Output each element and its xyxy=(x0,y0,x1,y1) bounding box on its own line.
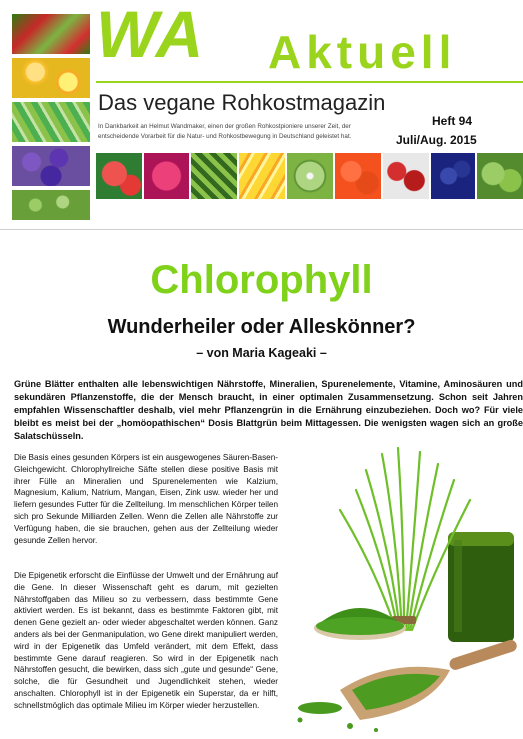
logo-aktuell: Aktuell xyxy=(268,26,457,78)
blackberries-image xyxy=(431,153,475,199)
wooden-scoop-image xyxy=(340,638,518,720)
lemons-image xyxy=(12,58,90,98)
article-lead: Grüne Blätter enthalten alle lebenswichtigen Nährstoffe, Mineralien, Spurenelemente, Vitamine, Aminosäuren und sekundären Pflanzenstoffe, die der Mensch braucht, in einer optimalen Zusammensetzung. Schon seit Jahren empfahlen Wissenschaftler deshalb, viel mehr Pflanzengrün in die Ernährung einzubeziehen. Doch wo? Für viele bleibt es meist bei der „homöopathischen“ Dosis Blattgrün beim Mittagessen. Die wenigsten wagen sich an große Salatschüsseln. xyxy=(14,379,523,441)
raspberries-image xyxy=(144,153,189,199)
masthead-divider xyxy=(0,229,523,230)
article-title: Chlorophyll xyxy=(150,258,373,302)
grapes-image xyxy=(12,190,90,220)
logo-wa: WA xyxy=(96,0,205,71)
article-paragraph-2: Die Epigenetik erforscht die Einflüsse der Umwelt und der Ernährung auf die Gene. In dieser Wissenschaft geht es darum, mit gezielten Nährstoffgaben das Milieu so zu verbessern, dass bestimmte Gene aktiviert werden. Es ist bekannt, dass es bestimmte Faktoren gibt, mit denen Gene gezielt an- oder wieder abgeschaltet werden können. Ganz anders als bei der Genmanipulation, wo Gene direkt manipuliert werden, wird in der Epigenetik das Umfeld verändert, mit dem Effekt, dass bestimmte Gene darauf reagieren. So wird in der Epigenetik nach Nährstoffen gesucht, die bewirken, dass sich „gute und gesunde“ Gene, solche, die für Gesundheit und Jugendlichkeit stehen, wieder anschalten. Chlorophyll ist in der Epigenetik ein Superstar, da er hilft, schnellstmöglich das optimale Milieu im Körper wieder herzustellen. xyxy=(14,571,278,710)
article-paragraph-1: Die Basis eines gesunden Körpers ist ein ausgewogenes Säuren-Basen-Gleichgewicht. Chlorophyllreiche Säfte stellen diese positive Basis mit ihrer Fülle an Mineralien und Spurenelementen wie Kalzium, Magnesium, Kalium, Natrium, Mangan, Eisen, Zink usw. wieder her und liefern gesundes Futter für die Zellteilung. Im menschlichen Körper teilen sich pro Sekunde Milliarden Zellen. Wenn die Zellen alle Nährstoffe zur Verfügung haben, die sie brauchen, gehen aus der Zellteilung wieder gesunde Zellen hervor. xyxy=(14,453,278,545)
article-byline: – von Maria Kageaki – xyxy=(196,346,327,360)
green-beans-image xyxy=(191,153,237,199)
article-subtitle: Wunderheiler oder Alleskönner? xyxy=(107,316,416,338)
dedication-text: In Dankbarkeit an Helmut Wandmaker, einen der großen Rohkostpioniere unserer Zeit, der entscheidende Vorarbeit für die Natur- und Rohkostbewegung in Deutschland geleistet hat. xyxy=(98,123,352,140)
chili-peppers-image xyxy=(12,14,90,54)
kiwi-image xyxy=(287,153,333,199)
cherries-image xyxy=(383,153,429,199)
lettuce-image xyxy=(12,102,90,142)
issue-number: Heft 94 xyxy=(432,114,473,128)
wheatgrass-illustration xyxy=(280,440,523,739)
tomatoes-image xyxy=(96,153,142,199)
bananas-image xyxy=(239,153,285,199)
masthead-rule xyxy=(96,81,523,83)
magazine-subtitle: Das vegane Rohkostmagazin xyxy=(98,90,386,115)
produce-photo-column xyxy=(0,0,90,220)
green-apples-image xyxy=(477,153,523,199)
tangerines-image xyxy=(335,153,381,199)
juice-glass-image xyxy=(448,532,514,642)
powder-bowl-image xyxy=(314,608,406,640)
issue-date: Juli/Aug. 2015 xyxy=(396,133,477,147)
plums-image xyxy=(12,146,90,186)
produce-photo-strip xyxy=(96,153,523,199)
